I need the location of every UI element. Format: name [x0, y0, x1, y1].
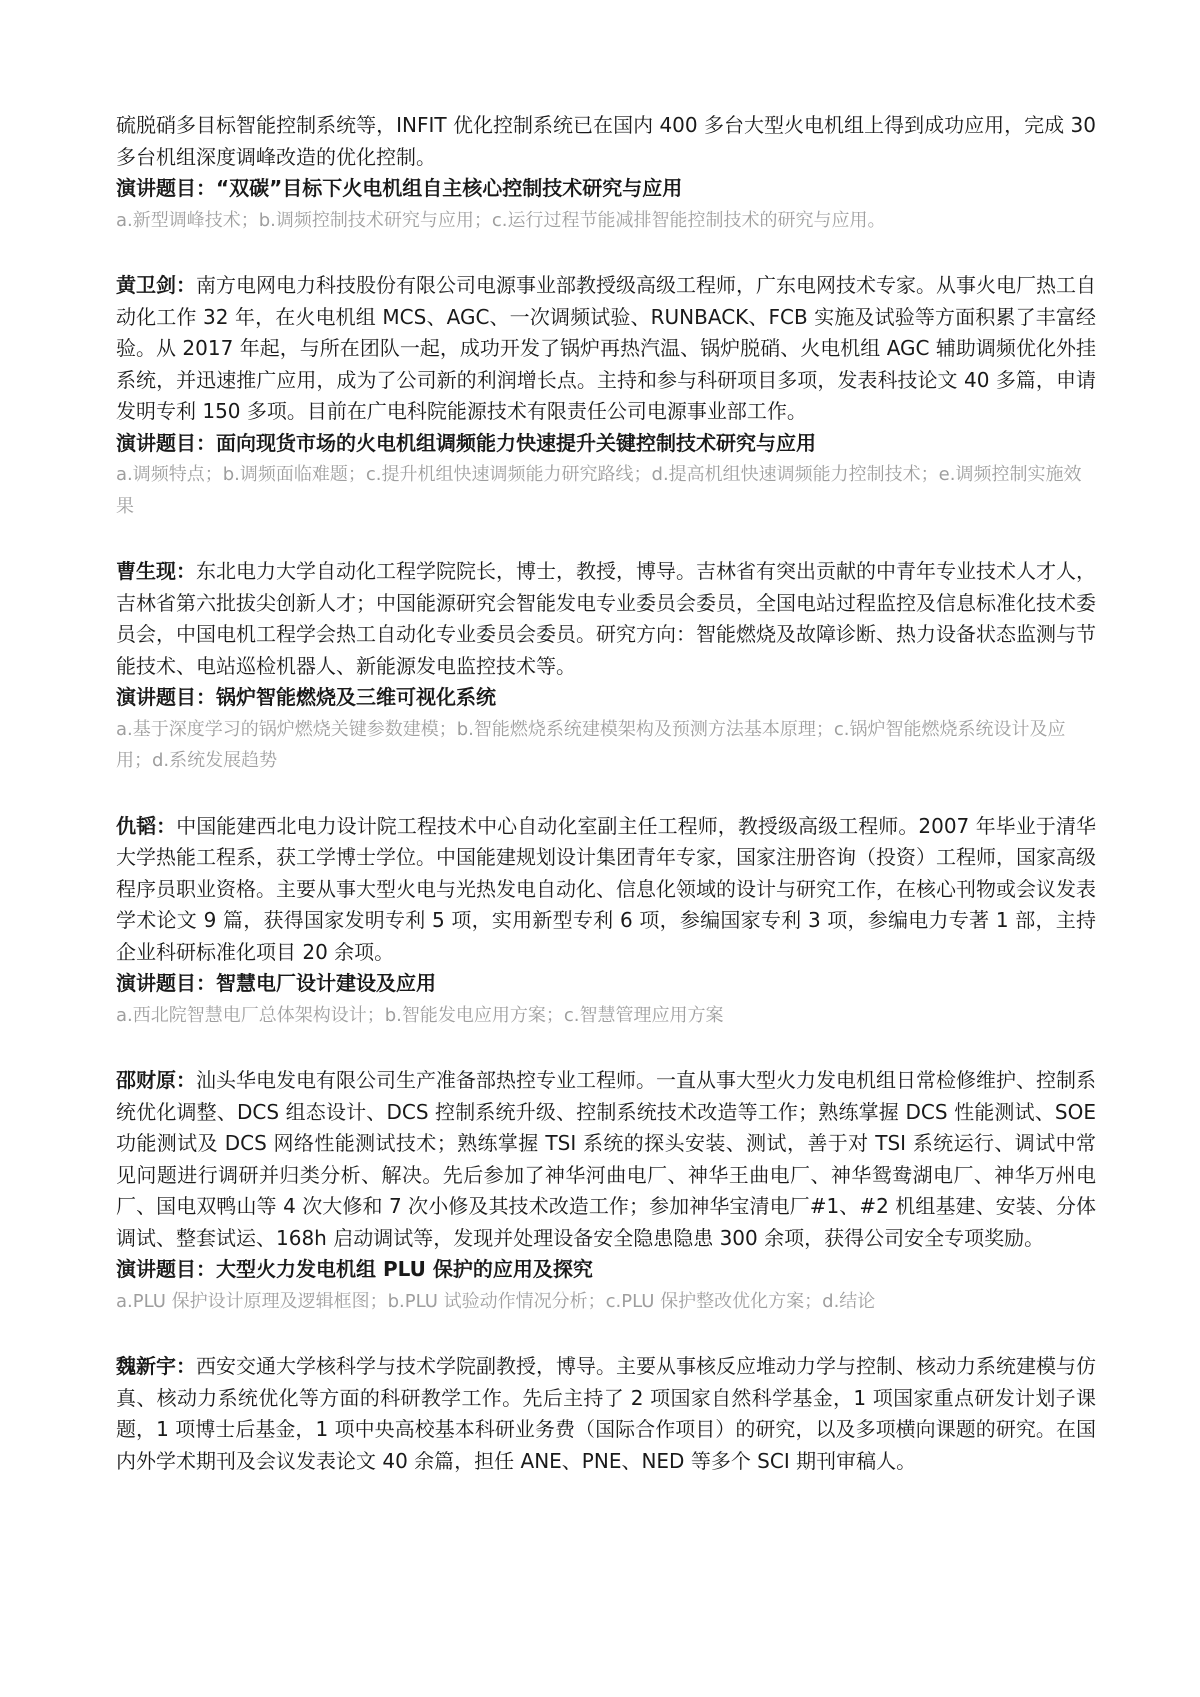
- speaker-section: [116, 270, 1096, 522]
- speech-outline: a.基于深度学习的锅炉燃烧关键参数建模；b.智能燃烧系统建模架构及预测方法基本原理；c.锅炉智能燃烧系统设计及应用；d.系统发展趋势: [116, 718, 1066, 771]
- speaker-section: [116, 556, 1096, 777]
- speaker-name: 仇韬：: [116, 813, 177, 838]
- intro-text: 硫脱硝多目标智能控制系统等，INFIT 优化控制系统已在国内 400 多台大型火电机组上得到成功应用，完成 30 多台机组深度调峰改造的优化控制。: [116, 113, 1096, 169]
- speech-outline: a.新型调峰技术；b.调频控制技术研究与应用；c.运行过程节能减排智能控制技术的研究与应用。: [116, 209, 886, 231]
- speaker-bio: [116, 1351, 1096, 1477]
- speaker-bio-text: 东北电力大学自动化工程学院院长，博士，教授，博导。吉林省有突出贡献的中青年专业技术人才人，吉林省第六批拔尖创新人才；中国能源研究会智能发电专业委员会委员，全国电站过程监控及信息标准化技术委员会，中国电机工程学会热工自动化专业委员会委员。研究方向：智能燃烧及故障诊断、热力设备状态监测与节能技术、电站巡检机器人、新能源发电监控技术等。: [116, 559, 1096, 678]
- speaker-name: 魏新宇：: [116, 1354, 196, 1378]
- section-gap: [116, 1031, 1096, 1065]
- speech-outline: a.PLU 保护设计原理及逻辑框图；b.PLU 试验动作情况分析；c.PLU 保护整改优化方案；d.结论: [116, 1290, 876, 1312]
- section-gap: [116, 777, 1096, 811]
- document-page: [116, 110, 1096, 1477]
- speaker-bio: [116, 270, 1096, 428]
- speaker-bio: [116, 1065, 1096, 1254]
- speaker-bio: [116, 556, 1096, 682]
- speaker-section: [116, 1351, 1096, 1477]
- section-gap: [116, 1317, 1096, 1351]
- speaker-name: 邵财原：: [116, 1068, 196, 1092]
- section-gap: [116, 522, 1096, 556]
- speaker-bio-text: 西安交通大学核科学与技术学院副教授，博导。主要从事核反应堆动力学与控制、核动力系统建模与仿真、核动力系统优化等方面的科研教学工作。先后主持了 2 项国家自然科学基金，1 项国家重点研发计划子课题，1 项博士后基金，1 项中央高校基本科研业务费（国际合作项目）的研究，以及多项横向课题的研究。在国内外学术期刊及会议发表论文 40 余篇，担任 ANE、PNE、NED 等多个 SCI 期刊审稿人。: [116, 1354, 1096, 1473]
- section-gap: [116, 236, 1096, 270]
- speech-topic: 演讲题目：锅炉智能燃烧及三维可视化系统: [116, 685, 496, 709]
- speech-topic: 演讲题目：面向现货市场的火电机组调频能力快速提升关键控制技术研究与应用: [116, 430, 816, 455]
- speech-outline: a.调频特点；b.调频面临难题；c.提升机组快速调频能力研究路线；d.提高机组快速调频能力控制技术；e.调频控制实施效果: [116, 464, 1082, 517]
- speaker-section: [116, 811, 1096, 1032]
- speech-topic: 演讲题目：“双碳”目标下火电机组自主核心控制技术研究与应用: [116, 176, 683, 200]
- speech-topic: 演讲题目：智慧电厂设计建设及应用: [116, 971, 436, 995]
- speaker-bio-text: 汕头华电发电有限公司生产准备部热控专业工程师。一直从事大型火力发电机组日常检修维护、控制系统优化调整、DCS 组态设计、DCS 控制系统升级、控制系统技术改造等工作；熟练掌握 DCS 性能测试、SOE 功能测试及 DCS 网络性能测试技术；熟练掌握 TSI 系统的探头安装、测试，善于对 TSI 系统运行、调试中常见问题进行调研并归类分析、解决。先后参加了神华河曲电厂、神华王曲电厂、神华鸳鸯湖电厂、神华万州电厂、国电双鸭山等 4 次大修和 7 次小修及其技术改造工作；参加神华宝清电厂#1、#2 机组基建、安装、分体调试、整套试运、168h 启动调试等，发现并处理设备安全隐患隐患 300 余项，获得公司安全专项奖励。: [116, 1068, 1096, 1250]
- speaker-bio: [116, 811, 1096, 969]
- speaker-bio-text: 中国能建西北电力设计院工程技术中心自动化室副主任工程师，教授级高级工程师。2007 年毕业于清华大学热能工程系，获工学博士学位。中国能建规划设计集团青年专家，国家注册咨询（投资）工程师，国家高级程序员职业资格。主要从事大型火电与光热发电自动化、信息化领域的设计与研究工作，在核心刊物或会议发表学术论文 9 篇，获得国家发明专利 5 项，实用新型专利 6 项，参编国家专利 3 项，参编电力专著 1 部，主持企业科研标准化项目 20 余项。: [116, 813, 1096, 964]
- speech-outline: a.西北院智慧电厂总体架构设计；b.智能发电应用方案；c.智慧管理应用方案: [116, 1004, 724, 1026]
- speaker-name: 曹生现：: [116, 559, 196, 583]
- speaker-section: [116, 1065, 1096, 1317]
- speech-topic: 演讲题目：大型火力发电机组 PLU 保护的应用及探究: [116, 1257, 593, 1281]
- speaker-name: 黄卫剑：: [116, 273, 196, 297]
- speaker-bio-text: 南方电网电力科技股份有限公司电源事业部教授级高级工程师，广东电网技术专家。从事火电厂热工自动化工作 32 年，在火电机组 MCS、AGC、一次调频试验、RUNBACK、FCB 实施及试验等方面积累了丰富经验。从 2017 年起，与所在团队一起，成功开发了锅炉再热汽温、锅炉脱硝、火电机组 AGC 辅助调频优化外挂系统，并迅速推广应用，成为了公司新的利润增长点。主持和参与科研项目多项，发表科技论文 40 多篇，申请发明专利 150 多项。目前在广电科院能源技术有限责任公司电源事业部工作。: [116, 273, 1096, 423]
- intro-section: [116, 110, 1096, 236]
